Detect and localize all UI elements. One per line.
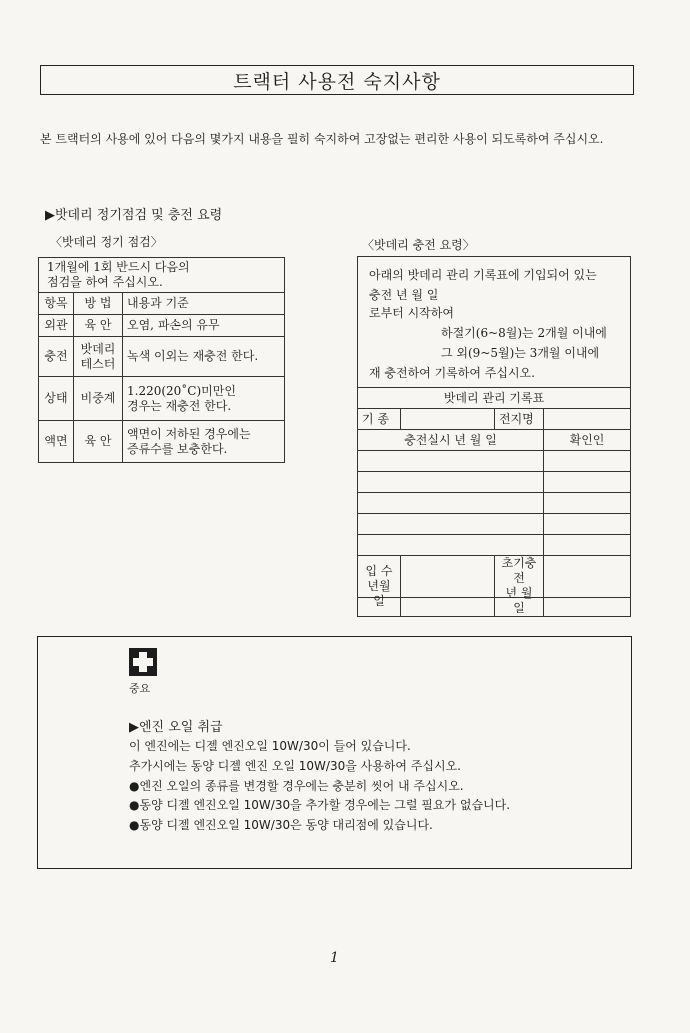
battery-name-label: 전지명 <box>495 409 544 430</box>
model-label: 기 종 <box>358 409 401 430</box>
table-row <box>358 514 631 535</box>
column-header: 항목 <box>39 293 74 315</box>
inspection-note: 점검을 하여 주십시오. <box>47 275 163 289</box>
notice-line: ●동양 디젤 엔진오일 10W/30은 동양 대리점에 있습니다. <box>129 818 433 832</box>
record-title: 밧데리 관리 기록표 <box>358 388 631 409</box>
charging-line: 그 외(9~5월)는 3개월 이내에 <box>441 346 600 360</box>
row-method: 밧데리 테스터 <box>74 337 123 377</box>
column-header: 방 법 <box>74 293 123 315</box>
row-content: 녹색 이외는 재충전 한다. <box>123 337 285 377</box>
page-title: 트랙터 사용전 숙지사항 <box>40 65 634 95</box>
intro-text: 본 트랙터의 사용에 있어 다음의 몇가지 내용을 필히 숙지하여 고장없는 편리한 사용이 되도록하여 주십시오. <box>40 132 604 146</box>
model-value <box>401 409 495 430</box>
charging-line: 하절기(6~8월)는 2개월 이내에 <box>441 326 607 340</box>
charging-line: 아래의 밧데리 관리 기록표에 기입되어 있는 <box>369 268 597 282</box>
charging-line: 로부터 시작하여 <box>369 306 454 320</box>
battery-section-heading: ▶밧데리 정기점검 및 충전 요령 <box>45 208 223 223</box>
row-item: 외관 <box>39 315 74 337</box>
notice-line: 이 엔진에는 디젤 엔진오일 10W/30이 들어 있습니다. <box>129 739 411 753</box>
battery-record-table <box>357 387 631 617</box>
row-item: 충전 <box>39 337 74 377</box>
notice-line: 추가시에는 동양 디젤 엔진 오일 10W/30을 사용하여 주십시오. <box>129 759 461 773</box>
row-item: 액면 <box>39 421 74 463</box>
initial-charge-label: 초기충전 년 월 일 <box>495 556 544 617</box>
charging-heading: 〈밧데리 충전 요령〉 <box>362 238 475 252</box>
table-row <box>358 472 631 493</box>
row-method: 육 안 <box>74 421 123 463</box>
row-item: 상태 <box>39 377 74 421</box>
table-row <box>358 535 631 556</box>
table-row <box>358 451 631 472</box>
charge-date-header: 충전실시 년 월 일 <box>358 430 544 451</box>
row-content: 1.220(20˚C)미만인 경우는 재충전 한다. <box>123 377 285 421</box>
cross-icon <box>129 648 157 676</box>
table-row <box>358 493 631 514</box>
battery-name-value <box>544 409 631 430</box>
inspection-note: 1개월에 1회 반드시 다음의 <box>47 260 190 274</box>
table-row <box>39 315 285 337</box>
charging-line: 재 충전하여 기록하여 주십시오. <box>369 366 535 380</box>
receipt-date-label: 입 수 년월일 <box>358 556 401 617</box>
notice-heading: ▶엔진 오일 취급 <box>129 720 223 735</box>
inspection-table <box>38 257 285 463</box>
confirm-header: 확인인 <box>544 430 631 451</box>
receipt-date-value <box>401 556 495 617</box>
initial-charge-value <box>544 556 631 617</box>
table-row <box>39 337 285 377</box>
page-number: 1 <box>330 950 339 966</box>
row-method: 비중계 <box>74 377 123 421</box>
row-method: 육 안 <box>74 315 123 337</box>
row-content: 액면이 저하된 경우에는 증류수를 보충한다. <box>123 421 285 463</box>
table-row <box>39 377 285 421</box>
inspection-heading: 〈밧데리 정기 점검〉 <box>50 235 163 249</box>
column-header: 내용과 기준 <box>123 293 285 315</box>
table-row <box>39 421 285 463</box>
notice-line: ●동양 디젤 엔진오일 10W/30을 추가할 경우에는 그럴 필요가 없습니다. <box>129 798 511 812</box>
row-content: 오염, 파손의 유무 <box>123 315 285 337</box>
important-label: 중요 <box>129 682 151 695</box>
charging-line: 충전 년 월 일 <box>369 288 439 302</box>
notice-line: ●엔진 오일의 종류를 변경할 경우에는 충분히 씻어 내 주십시오. <box>129 779 464 793</box>
